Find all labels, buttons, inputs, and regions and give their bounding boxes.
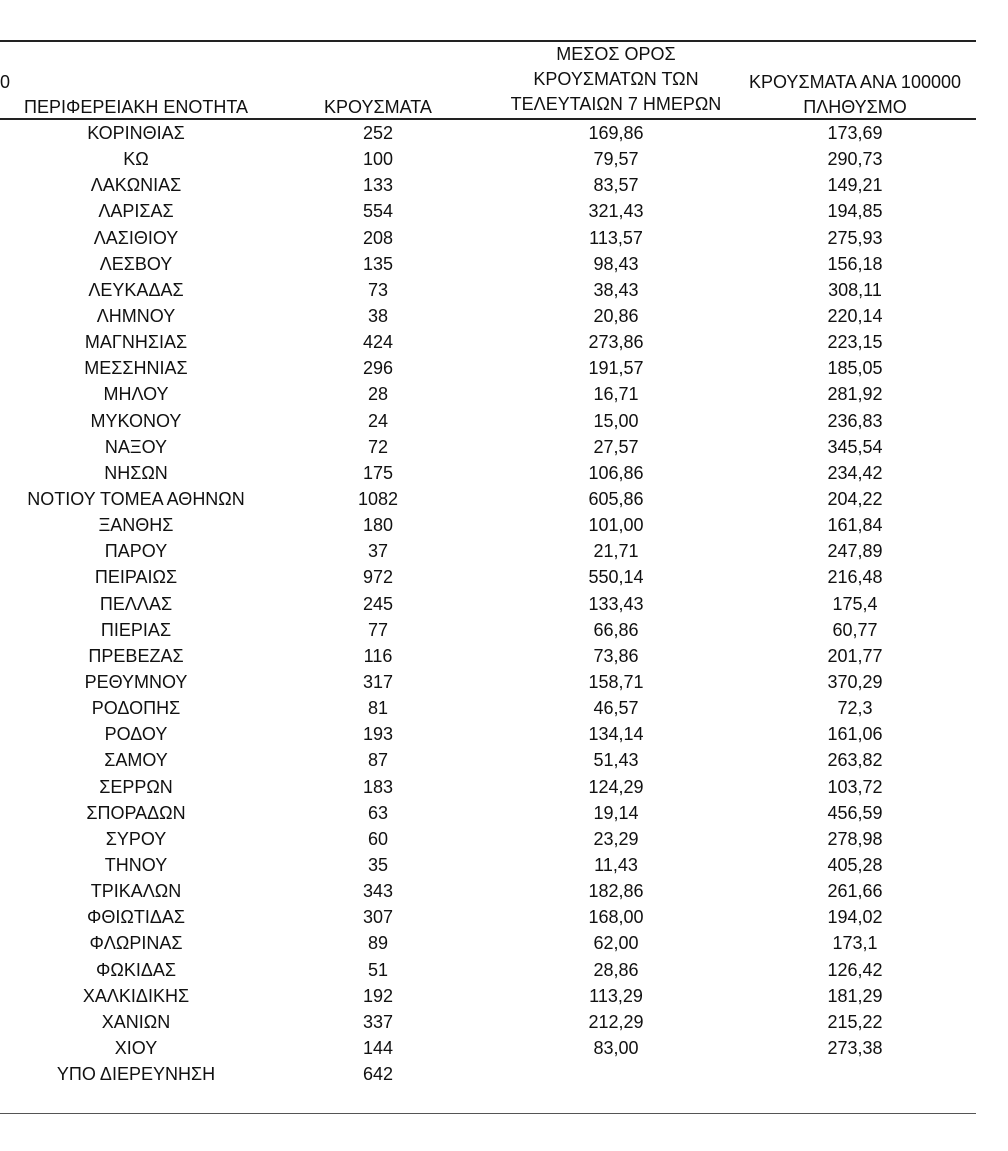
cases-per-100000-cell: 204,22 <box>827 488 883 509</box>
cases-per-100000-cell: 278,98 <box>827 828 883 849</box>
header-cases-per-100000 <box>730 70 980 120</box>
cases-cell: 89 <box>367 933 389 954</box>
table-row <box>0 643 976 669</box>
region-cell: ΝΗΣΩΝ <box>104 462 168 483</box>
region-cell: ΛΕΣΒΟΥ <box>99 253 173 274</box>
region-cell: ΡΟΔΟΠΗΣ <box>91 698 181 719</box>
seven-day-average-cell: 113,57 <box>589 227 643 248</box>
table-row <box>0 564 976 590</box>
cases-per-100000-cell: 181,29 <box>827 985 883 1006</box>
region-cell: ΚΩ <box>123 149 149 170</box>
region-cell: ΜΑΓΝΗΣΙΑΣ <box>84 332 188 353</box>
region-cell: ΥΠΟ ΔΙΕΡΕΥΝΗΣΗ <box>56 1064 216 1085</box>
region-cell: ΠΕΙΡΑΙΩΣ <box>94 567 178 588</box>
region-cell: ΦΩΚΙΔΑΣ <box>96 959 176 980</box>
table-row <box>0 329 976 355</box>
cases-per-100000-cell: 308,11 <box>828 279 882 300</box>
cases-per-100000-cell: 236,83 <box>827 410 883 431</box>
seven-day-average-cell: 16,71 <box>593 384 639 405</box>
table-row <box>0 120 976 146</box>
seven-day-average-cell: 168,00 <box>588 907 644 928</box>
table-row <box>0 1061 976 1087</box>
seven-day-average-cell: 158,71 <box>588 671 644 692</box>
cases-cell: 60 <box>367 828 389 849</box>
seven-day-average-cell: 182,86 <box>588 881 644 902</box>
region-cell: ΦΛΩΡΙΝΑΣ <box>89 933 183 954</box>
cases-cell: 28 <box>367 384 389 405</box>
header-cases: ΚΡΟΥΣΜΑΤΑ <box>324 97 432 117</box>
seven-day-average-cell: 106,86 <box>588 462 644 483</box>
cases-cell: 38 <box>367 305 389 326</box>
cases-per-100000-cell: 161,06 <box>827 724 883 745</box>
table-row <box>0 1009 976 1035</box>
cases-cell: 343 <box>362 881 394 902</box>
header-region: ΠΕΡΙΦΕΡΕΙΑΚΗ ΕΝΟΤΗΤΑ <box>23 97 249 117</box>
cases-cell: 63 <box>367 802 389 823</box>
table-row <box>0 225 976 251</box>
region-cell: ΜΕΣΣΗΝΙΑΣ <box>84 358 188 379</box>
table-row <box>0 408 976 434</box>
table-row <box>0 1035 976 1061</box>
cases-cell: 87 <box>367 750 389 771</box>
region-cell: ΣΥΡΟΥ <box>105 828 167 849</box>
header-per-line: ΠΛΗΘΥΣΜΟ <box>803 97 907 117</box>
seven-day-average-cell: 27,57 <box>593 436 639 457</box>
cases-cell: 296 <box>362 358 394 379</box>
cases-per-100000-cell: 173,69 <box>827 123 883 143</box>
seven-day-average-cell: 133,43 <box>588 593 644 614</box>
table-row <box>0 146 976 172</box>
region-cell: ΡΕΘΥΜΝΟΥ <box>84 671 188 692</box>
cases-per-100000-cell: 275,93 <box>827 227 883 248</box>
table-row <box>0 957 976 983</box>
seven-day-average-cell: 124,29 <box>588 776 644 797</box>
cases-per-100000-cell: 103,72 <box>827 776 883 797</box>
table-row <box>0 512 976 538</box>
header-stub-cell: 0 <box>0 72 11 92</box>
table-body <box>0 120 976 1087</box>
region-cell: ΜΗΛΟΥ <box>103 384 169 405</box>
cases-per-100000-cell: 223,15 <box>827 332 883 353</box>
seven-day-average-cell: 28,86 <box>593 959 639 980</box>
cases-per-100000-cell: 290,73 <box>827 149 883 170</box>
seven-day-average-cell: 51,43 <box>593 750 639 771</box>
region-cell: ΝΑΞΟΥ <box>104 436 168 457</box>
seven-day-average-cell: 605,86 <box>588 488 644 509</box>
table-row <box>0 852 976 878</box>
table-row <box>0 983 976 1009</box>
region-cell: ΛΗΜΝΟΥ <box>96 305 176 326</box>
cases-cell: 554 <box>362 201 394 222</box>
region-cell: ΛΑΡΙΣΑΣ <box>98 201 174 222</box>
cases-cell: 208 <box>362 227 394 248</box>
cases-per-100000-cell: 194,02 <box>827 907 883 928</box>
table-row <box>0 460 976 486</box>
cases-cell: 72 <box>367 436 389 457</box>
cases-cell: 972 <box>362 567 394 588</box>
table-bottom-rule <box>0 1113 976 1114</box>
seven-day-average-cell: 66,86 <box>593 619 639 640</box>
cases-cell: 317 <box>362 671 394 692</box>
cases-cell: 175 <box>362 462 394 483</box>
table-row <box>0 486 976 512</box>
seven-day-average-cell: 98,43 <box>593 253 639 274</box>
cases-per-100000-cell: 405,28 <box>827 854 883 875</box>
cases-per-100000-cell: 247,89 <box>827 541 883 562</box>
region-cell: ΚΟΡΙΝΘΙΑΣ <box>87 123 185 143</box>
cases-per-100000-cell: 175,4 <box>832 593 878 614</box>
cases-per-100000-cell: 273,38 <box>827 1037 883 1058</box>
cases-cell: 133 <box>362 175 394 196</box>
cases-per-100000-cell: 185,05 <box>827 358 883 379</box>
table-row <box>0 800 976 826</box>
cases-cell: 51 <box>367 959 389 980</box>
cases-per-100000-cell: 194,85 <box>827 201 883 222</box>
cases-per-100000-cell: 456,59 <box>827 802 883 823</box>
seven-day-average-cell: 83,57 <box>593 175 639 196</box>
cases-cell: 252 <box>362 123 394 143</box>
region-cell: ΠΑΡΟΥ <box>104 541 168 562</box>
cases-cell: 245 <box>362 593 394 614</box>
region-cell: ΠΡΕΒΕΖΑΣ <box>88 645 184 666</box>
cases-cell: 144 <box>362 1037 394 1058</box>
header-avg-line: ΤΕΛΕΥΤΑΙΩΝ 7 ΗΜΕΡΩΝ <box>510 94 722 114</box>
region-cell: ΛΑΚΩΝΙΑΣ <box>90 175 182 196</box>
table-row <box>0 355 976 381</box>
cases-cell: 35 <box>367 854 389 875</box>
cases-per-100000-cell: 161,84 <box>827 515 883 536</box>
header-avg-line: ΜΕΣΟΣ ΟΡΟΣ <box>556 44 676 64</box>
seven-day-average-cell: 191,57 <box>588 358 644 379</box>
region-cell: ΞΑΝΘΗΣ <box>98 515 174 536</box>
region-cell: ΧΑΛΚΙΔΙΚΗΣ <box>82 985 190 1006</box>
cases-cell: 642 <box>362 1064 394 1085</box>
seven-day-average-cell: 273,86 <box>588 332 644 353</box>
seven-day-average-cell: 62,00 <box>593 933 639 954</box>
table-top-rule <box>0 40 976 42</box>
seven-day-average-cell: 19,14 <box>593 802 639 823</box>
seven-day-average-cell: 15,00 <box>593 410 639 431</box>
cases-per-100000-cell: 126,42 <box>827 959 883 980</box>
table-row <box>0 747 976 773</box>
table-row <box>0 826 976 852</box>
region-cell: ΛΕΥΚΑΔΑΣ <box>88 279 184 300</box>
cases-cell: 337 <box>362 1011 394 1032</box>
cases-per-100000-cell: 72,3 <box>837 698 873 719</box>
cases-cell: 73 <box>367 279 389 300</box>
seven-day-average-cell: 550,14 <box>588 567 644 588</box>
cases-per-100000-cell: 201,77 <box>827 645 883 666</box>
table-row <box>0 774 976 800</box>
cases-cell: 307 <box>362 907 394 928</box>
region-cell: ΛΑΣΙΘΙΟΥ <box>93 227 179 248</box>
table-row <box>0 198 976 224</box>
seven-day-average-cell: 101,00 <box>588 515 644 536</box>
cases-cell: 1082 <box>357 488 399 509</box>
table-row <box>0 303 976 329</box>
cases-per-100000-cell: 173,1 <box>832 933 878 954</box>
header-seven-day-average <box>505 42 727 117</box>
cases-cell: 183 <box>362 776 394 797</box>
cases-cell: 81 <box>367 698 389 719</box>
region-cell: ΦΘΙΩΤΙΔΑΣ <box>87 907 185 928</box>
table-row <box>0 669 976 695</box>
cases-per-100000-cell: 234,42 <box>827 462 883 483</box>
cases-per-100000-cell: 149,21 <box>827 175 883 196</box>
cases-cell: 135 <box>362 253 394 274</box>
cases-per-100000-cell: 220,14 <box>827 305 883 326</box>
region-cell: ΧΙΟΥ <box>114 1037 158 1058</box>
cases-per-100000-cell: 281,92 <box>827 384 883 405</box>
header-avg-line: ΚΡΟΥΣΜΑΤΩΝ ΤΩΝ <box>533 69 699 89</box>
region-cell: ΝΟΤΙΟΥ ΤΟΜΕΑ ΑΘΗΝΩΝ <box>27 488 245 509</box>
cases-per-100000-cell: 345,54 <box>827 436 883 457</box>
seven-day-average-cell: 169,86 <box>588 123 644 143</box>
region-cell: ΠΕΛΛΑΣ <box>99 593 173 614</box>
seven-day-average-cell: 321,43 <box>588 201 644 222</box>
table-row <box>0 251 976 277</box>
table-row <box>0 591 976 617</box>
region-cell: ΧΑΝΙΩΝ <box>101 1011 171 1032</box>
seven-day-average-cell: 212,29 <box>588 1011 644 1032</box>
header-per-line: ΚΡΟΥΣΜΑΤΑ ΑΝΑ 100000 <box>749 72 961 92</box>
cases-cell: 424 <box>362 332 394 353</box>
region-cell: ΣΠΟΡΑΔΩΝ <box>86 802 186 823</box>
region-cell: ΡΟΔΟΥ <box>104 724 168 745</box>
cases-cell: 193 <box>362 724 394 745</box>
table-row <box>0 434 976 460</box>
cases-cell: 192 <box>362 985 394 1006</box>
table-row <box>0 277 976 303</box>
table-row <box>0 617 976 643</box>
seven-day-average-cell: 46,57 <box>593 698 639 719</box>
seven-day-average-cell: 20,86 <box>593 305 639 326</box>
region-cell: ΜΥΚΟΝΟΥ <box>90 410 182 431</box>
table-row <box>0 538 976 564</box>
seven-day-average-cell: 113,29 <box>589 985 643 1006</box>
table-row <box>0 381 976 407</box>
seven-day-average-cell: 21,71 <box>593 541 639 562</box>
region-cell: ΠΙΕΡΙΑΣ <box>100 619 172 640</box>
table-row <box>0 930 976 956</box>
table-row <box>0 904 976 930</box>
seven-day-average-cell: 23,29 <box>593 828 639 849</box>
cases-per-100000-cell: 156,18 <box>827 253 883 274</box>
table-row <box>0 878 976 904</box>
region-cell: ΣΑΜΟΥ <box>104 750 168 771</box>
region-cell: ΤΡΙΚΑΛΩΝ <box>90 881 182 902</box>
cases-per-100000-cell: 216,48 <box>827 567 883 588</box>
cases-per-100000-cell: 261,66 <box>827 881 883 902</box>
cases-cell: 180 <box>362 515 394 536</box>
table-row <box>0 721 976 747</box>
seven-day-average-cell: 79,57 <box>593 149 639 170</box>
table-row <box>0 172 976 198</box>
cases-cell: 37 <box>367 541 389 562</box>
cases-cell: 116 <box>363 645 393 666</box>
cases-per-100000-cell: 60,77 <box>832 619 878 640</box>
seven-day-average-cell: 11,43 <box>594 854 638 875</box>
region-cell: ΤΗΝΟΥ <box>104 854 168 875</box>
seven-day-average-cell: 38,43 <box>593 279 639 300</box>
cases-per-100000-cell: 263,82 <box>827 750 883 771</box>
seven-day-average-cell: 134,14 <box>588 724 644 745</box>
seven-day-average-cell: 73,86 <box>593 645 639 666</box>
seven-day-average-cell: 83,00 <box>593 1037 639 1058</box>
table-row <box>0 695 976 721</box>
cases-cell: 77 <box>367 619 389 640</box>
cases-cell: 24 <box>367 410 389 431</box>
cases-per-100000-cell: 215,22 <box>827 1011 883 1032</box>
cases-cell: 100 <box>362 149 394 170</box>
cases-per-100000-cell: 370,29 <box>827 671 883 692</box>
region-cell: ΣΕΡΡΩΝ <box>99 776 173 797</box>
